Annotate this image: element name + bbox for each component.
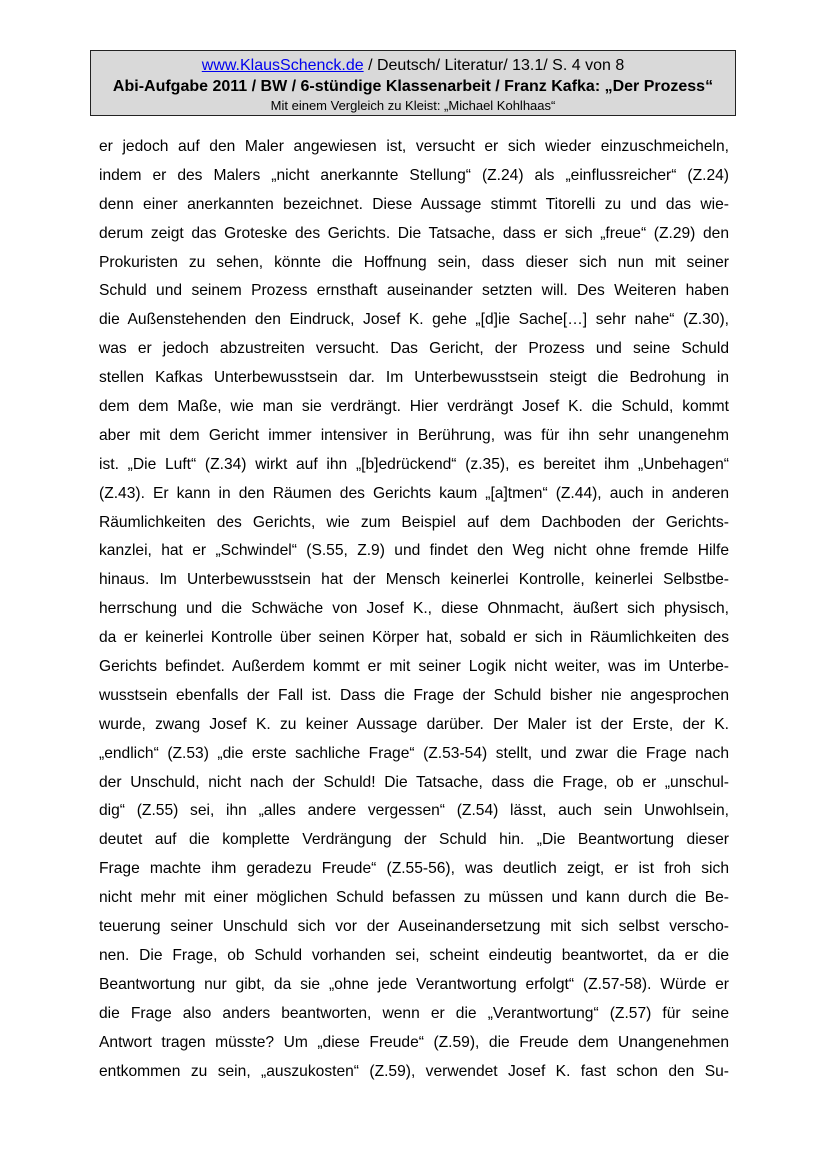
text-line: dig“ (Z.55) sei, ihn „alles andere vergessen“ (Z.54) lässt, auch sein Unwohlsein,: [99, 802, 729, 820]
text-line: nen. Die Frage, ob Schuld vorhanden sei, scheint eindeutig beantwortet, da er die: [99, 946, 729, 964]
text-line: Frage machte ihm geradezu Freude“ (Z.55-56), was deutlich zeigt, er ist froh sich: [99, 860, 729, 878]
text-line: derum zeigt das Groteske des Gerichts. Die Tatsache, dass er sich „freue“ (Z.29) den: [99, 224, 729, 242]
body-text: [99, 133, 729, 1086]
text-line: „endlich“ (Z.53) „die erste sachliche Frage“ (Z.53-54) stellt, und zwar die Frage nach: [99, 744, 729, 762]
website-link[interactable]: www.KlausSchenck.de: [201, 57, 364, 74]
text-line: deutet auf die komplette Verdrängung der Schuld hin. „Die Beantwortung dieser: [99, 831, 729, 849]
text-line: dem dem Maße, wie man sie verdrängt. Hier verdrängt Josef K. die Schuld, kommt: [99, 398, 729, 416]
text-line: teuerung seiner Unschuld sich vor der Auseinandersetzung mit sich selbst verscho-: [99, 918, 729, 936]
document-subtitle: Mit einem Vergleich zu Kleist: „Michael Kohlhaas“: [270, 98, 556, 113]
page-header: [90, 50, 736, 116]
text-line: Räumlichkeiten des Gerichts, wie zum Beispiel auf dem Dachboden der Gerichts-: [99, 513, 729, 531]
text-line: hinaus. Im Unterbewusstsein hat der Mensch keinerlei Kontrolle, keinerlei Selbstbe-: [99, 571, 729, 589]
text-line: Gerichts befindet. Außerdem kommt er mit seiner Logik nicht weiter, was im Unterbe-: [99, 658, 729, 676]
breadcrumb-path: / Deutsch/ Literatur/ 13.1/ S. 4 von 8: [363, 57, 625, 74]
text-line: die Frage also anders beantworten, wenn er die „Verantwortung“ (Z.57) für seine: [99, 1004, 729, 1022]
text-line: herrschung und die Schwäche von Josef K., diese Ohnmacht, äußert sich physisch,: [99, 600, 729, 618]
document-title: Abi-Aufgabe 2011 / BW / 6-stündige Klassenarbeit / Franz Kafka: „Der Prozess“: [112, 78, 714, 95]
text-line: die Außenstehenden den Eindruck, Josef K. gehe „[d]ie Sache[…] sehr nahe“ (Z.30),: [99, 311, 729, 329]
text-line: Beantwortung nur gibt, da sie „ohne jede Verantwortung erfolgt“ (Z.57-58). Würde er: [99, 975, 729, 993]
text-line: aber mit dem Gericht immer intensiver in Berührung, was für ihn sehr unangenehm: [99, 426, 729, 444]
text-line: der Unschuld, nicht nach der Schuld! Die Tatsache, dass die Frage, ob er „unschul-: [99, 773, 729, 791]
text-line: nicht mehr mit einer möglichen Schuld befassen zu müssen und kann durch die Be-: [99, 889, 729, 907]
text-line: Schuld und seinem Prozess ernsthaft auseinander setzten will. Des Weiteren haben: [99, 282, 729, 300]
text-line: er jedoch auf den Maler angewiesen ist, versucht er sich wieder einzuschmeicheln,: [99, 138, 729, 155]
text-line: kanzlei, hat er „Schwindel“ (S.55, Z.9) und findet den Weg nicht ohne fremde Hilfe: [99, 542, 729, 560]
text-line: ist. „Die Luft“ (Z.34) wirkt auf ihn „[b]edrückend“ (z.35), es bereitet ihm „Unbehagen“: [99, 455, 729, 473]
header-breadcrumb: [91, 57, 735, 75]
text-line: wurde, zwang Josef K. zu keiner Aussage darüber. Der Maler ist der Erste, der K.: [99, 715, 729, 733]
text-line: entkommen zu sein, „auszukosten“ (Z.59), verwendet Josef K. fast schon den Su-: [99, 1062, 729, 1080]
text-line: indem er des Malers „nicht anerkannte Stellung“ (Z.24) als „einflussreicher“ (Z.24): [99, 166, 729, 184]
text-line: Antwort tragen müsste? Um „diese Freude“ (Z.59), die Freude dem Unangenehmen: [99, 1033, 729, 1051]
text-line: denn einer anerkannten bezeichnet. Diese Aussage stimmt Titorelli zu und das wie-: [99, 195, 729, 213]
text-line: (Z.43). Er kann in den Räumen des Gerichts kaum „[a]tmen“ (Z.44), auch in anderen: [99, 484, 729, 502]
text-line: was er jedoch abzustreiten versucht. Das Gericht, der Prozess und seine Schuld: [99, 340, 729, 358]
text-line: Prokuristen zu sehen, könnte die Hoffnung sein, dass dieser sich nun mit seiner: [99, 253, 729, 271]
text-line: da er keinerlei Kontrolle über seinen Körper hat, sobald er sich in Räumlichkeiten des: [99, 629, 729, 647]
text-line: stellen Kafkas Unterbewusstsein dar. Im Unterbewusstsein steigt die Bedrohung in: [99, 369, 729, 387]
text-line: wusstsein ebenfalls der Fall ist. Dass die Frage der Schuld bisher nie angesprochen: [99, 686, 729, 704]
